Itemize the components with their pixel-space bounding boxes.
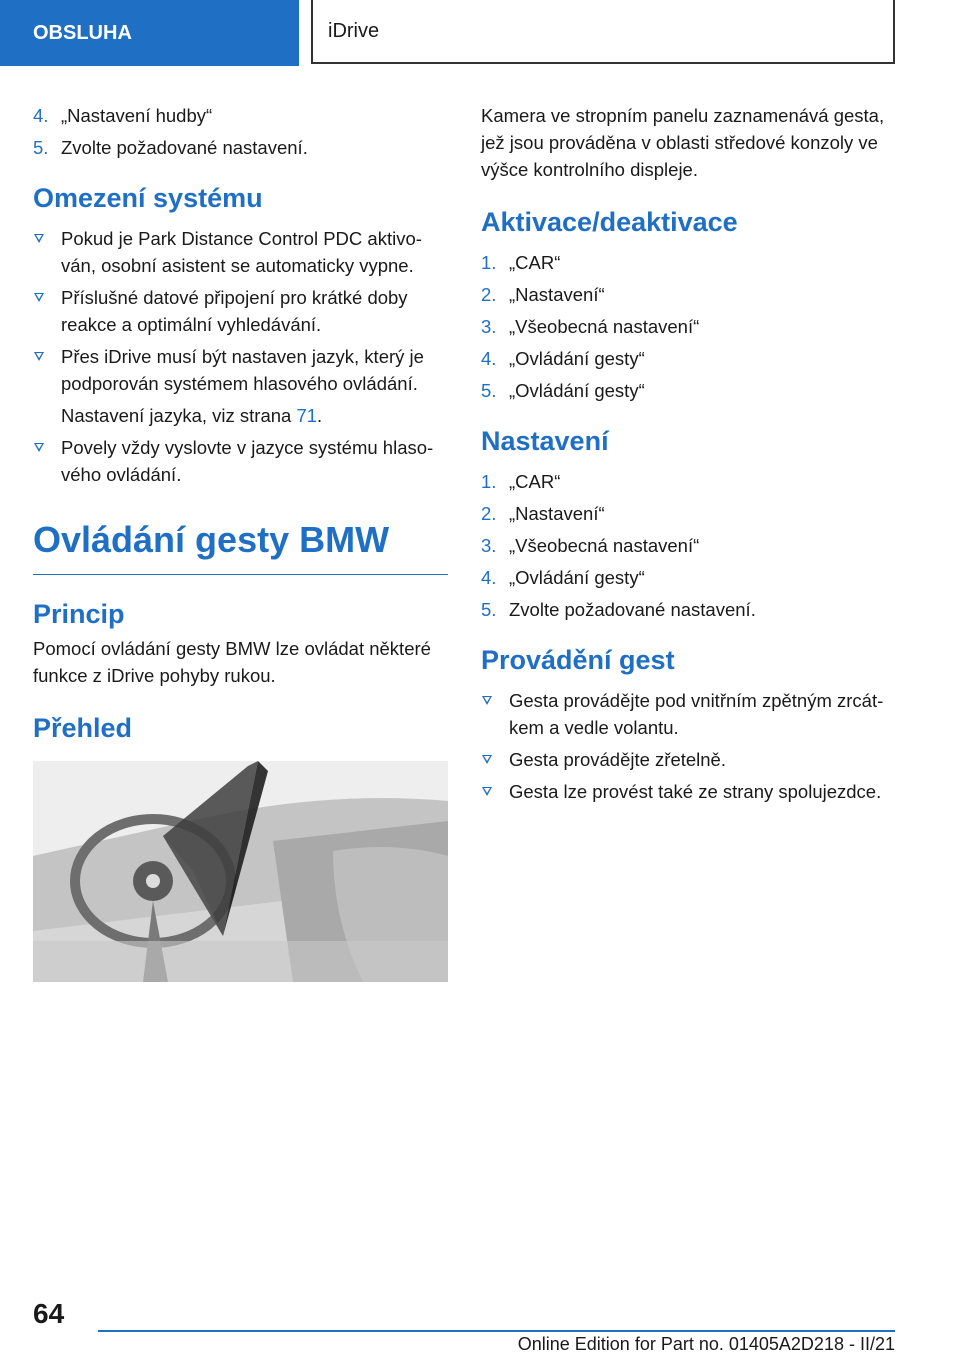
list-item: 3. „Všeobecná nastavení“ (481, 535, 700, 556)
list-item: 5. Zvolte požadované nastavení. (481, 599, 756, 620)
list-item: Příslušné datové připojení pro krátké doby reakce a optimální vyhledávání. (33, 284, 448, 338)
list-item: Pokud je Park Distance Control PDC aktivován, osobní asistent se automaticky vypne. (33, 225, 448, 279)
list-item: Gesta provádějte zřetelně. (481, 746, 896, 773)
gesture-camera-figure (33, 761, 448, 982)
list-item: 5. Zvolte požadované nastavení. (33, 137, 308, 158)
limits-list-cont (33, 434, 448, 488)
list-item: 2. „Nastavení“ (481, 284, 605, 305)
topic-tab (311, 0, 895, 64)
triangle-bullet-icon (482, 755, 492, 764)
list-item: 1. „CAR“ (481, 471, 561, 492)
triangle-bullet-icon (482, 696, 492, 705)
list-item: 3. „Všeobecná nastavení“ (481, 316, 700, 337)
activation-list (481, 249, 896, 404)
list-item: 2. „Nastavení“ (481, 503, 605, 524)
page-number: 64 (33, 1298, 65, 1329)
triangle-bullet-icon (482, 787, 492, 796)
settings-heading: Nastavení (481, 426, 609, 456)
car-interior-illustration (33, 761, 448, 982)
edition-note: Online Edition for Part no. 01405A2D218 - II/21 (517, 1334, 895, 1354)
limits-heading: Omezení systému (33, 183, 263, 213)
list-item: Gesta provádějte pod vnitřním zpětným zrcátkem a vedle volantu. (481, 687, 896, 741)
triangle-bullet-icon (34, 234, 44, 243)
list-item: 1. „CAR“ (481, 252, 561, 273)
section-label: OBSLUHA (33, 21, 132, 44)
left-column (33, 102, 448, 982)
topic-label: iDrive (328, 19, 380, 42)
principle-heading: Princip (33, 599, 125, 629)
list-item: 4. „Nastavení hudby“ (33, 105, 213, 126)
triangle-bullet-icon (34, 352, 44, 361)
list-item: Přes iDrive musí být nastaven jazyk, který je podporován systémem hlasového ovládání. (33, 343, 448, 397)
right-column (481, 102, 896, 810)
settings-list (481, 468, 896, 623)
list-item: Povely vždy vyslovte v jazyce systému hlasového ovládání. (33, 434, 448, 488)
chapter-title: Ovládání gesty BMW (33, 518, 448, 575)
principle-text: Pomocí ovládání gesty BMW lze ovládat některé funkce z iDrive pohyby rukou. (33, 638, 431, 686)
triangle-bullet-icon (34, 443, 44, 452)
overview-heading: Přehled (33, 713, 133, 743)
footer-divider (98, 1330, 895, 1332)
gestures-heading: Provádění gest (481, 645, 675, 675)
list-item: 4. „Ovládání gesty“ (481, 567, 645, 588)
limits-list (33, 225, 448, 397)
section-tab (0, 0, 299, 66)
triangle-bullet-icon (34, 293, 44, 302)
activation-heading: Aktivace/deaktivace (481, 207, 738, 237)
language-note: Nastavení jazyka, viz strana 71. (61, 405, 323, 426)
intro-list (33, 102, 448, 161)
list-item: 4. „Ovládání gesty“ (481, 348, 645, 369)
page-link-71[interactable]: 71 (296, 405, 318, 426)
list-item: Gesta lze provést také ze strany spolujezdce. (481, 778, 896, 805)
camera-text: Kamera ve stropním panelu zaznamenává gesta, jež jsou prováděna v oblasti středové konzoly ve výšce kontrolního displeje. (481, 105, 885, 180)
gestures-list (481, 687, 896, 805)
list-item: 5. „Ovládání gesty“ (481, 380, 645, 401)
